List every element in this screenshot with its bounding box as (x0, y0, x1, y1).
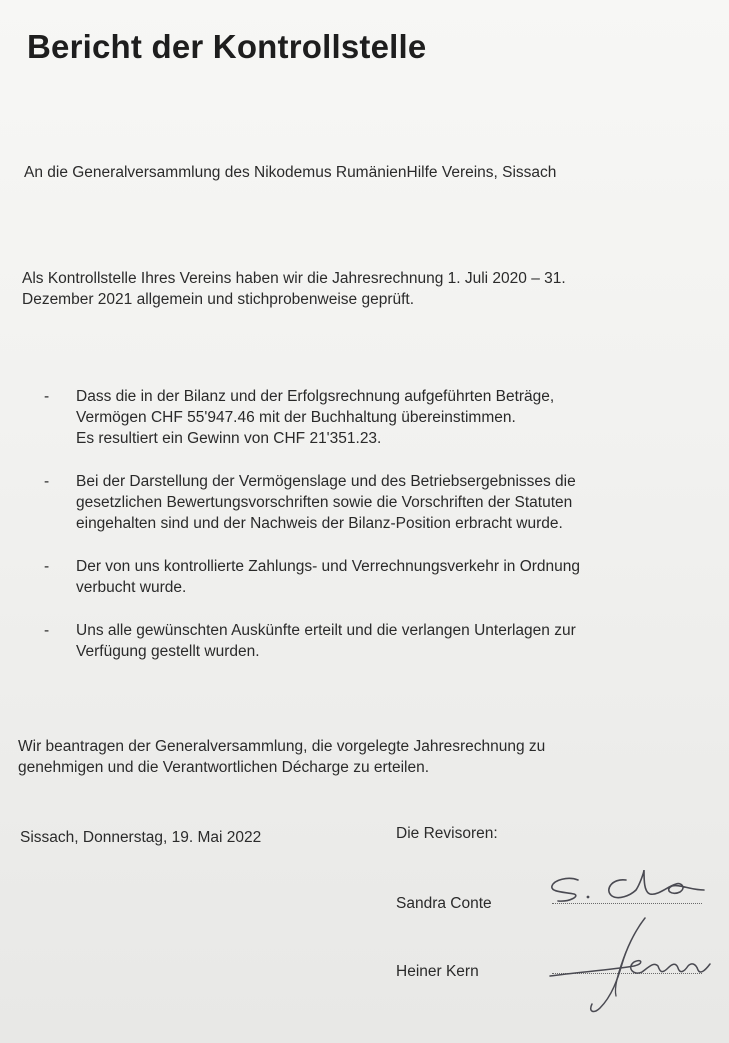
finding-item (44, 620, 684, 662)
signature-kern (530, 912, 720, 1022)
bullet-dash: - (44, 622, 50, 639)
finding-line: Uns alle gewünschten Auskünfte erteilt und die verlangen Unterlagen zur (76, 622, 576, 639)
finding-item (44, 556, 684, 598)
bullet-dash: - (44, 558, 50, 575)
finding-line: Dass die in der Bilanz und der Erfolgsrechnung aufgeführten Beträge, (76, 388, 555, 405)
finding-line: verbucht wurde. (76, 579, 187, 596)
closing-line: Wir beantragen der Generalversammlung, die vorgelegte Jahresrechnung zu (18, 738, 546, 755)
intro-paragraph (22, 268, 566, 310)
intro-line: Als Kontrollstelle Ihres Vereins haben wir die Jahresrechnung 1. Juli 2020 – 31. (22, 270, 566, 287)
document-title: Bericht der Kontrollstelle (27, 28, 427, 65)
finding-line: gesetzlichen Bewertungsvorschriften sowie die Vorschriften der Statuten (76, 494, 573, 511)
signer-name: Sandra Conte (396, 895, 492, 912)
closing-paragraph (18, 736, 545, 778)
finding-line: eingehalten sind und der Nachweis der Bilanz-Position erbracht wurde. (76, 515, 563, 532)
closing-line: genehmigen und die Verantwortlichen Décharge zu erteilen. (18, 759, 430, 776)
addressee-line: An die Generalversammlung des Nikodemus RumänienHilfe Vereins, Sissach (24, 164, 557, 181)
signature-conte (540, 866, 710, 916)
revisors-label: Die Revisoren: (396, 825, 498, 842)
bullet-dash: - (44, 473, 50, 490)
intro-line: Dezember 2021 allgemein und stichprobenweise geprüft. (22, 291, 415, 308)
finding-line: Es resultiert ein Gewinn von CHF 21'351.23. (76, 430, 382, 447)
finding-item (44, 471, 684, 534)
bullet-dash: - (44, 388, 50, 405)
finding-line: Verfügung gestellt wurden. (76, 643, 260, 660)
finding-line: Bei der Darstellung der Vermögenslage und des Betriebsergebnisses die (76, 473, 576, 490)
finding-line: Vermögen CHF 55'947.46 mit der Buchhaltung übereinstimmen. (76, 409, 516, 426)
place-date: Sissach, Donnerstag, 19. Mai 2022 (20, 829, 262, 846)
finding-item (44, 386, 684, 449)
signer-name: Heiner Kern (396, 963, 479, 980)
findings-list (44, 386, 684, 684)
finding-line: Der von uns kontrollierte Zahlungs- und Verrechnungsverkehr in Ordnung (76, 558, 581, 575)
